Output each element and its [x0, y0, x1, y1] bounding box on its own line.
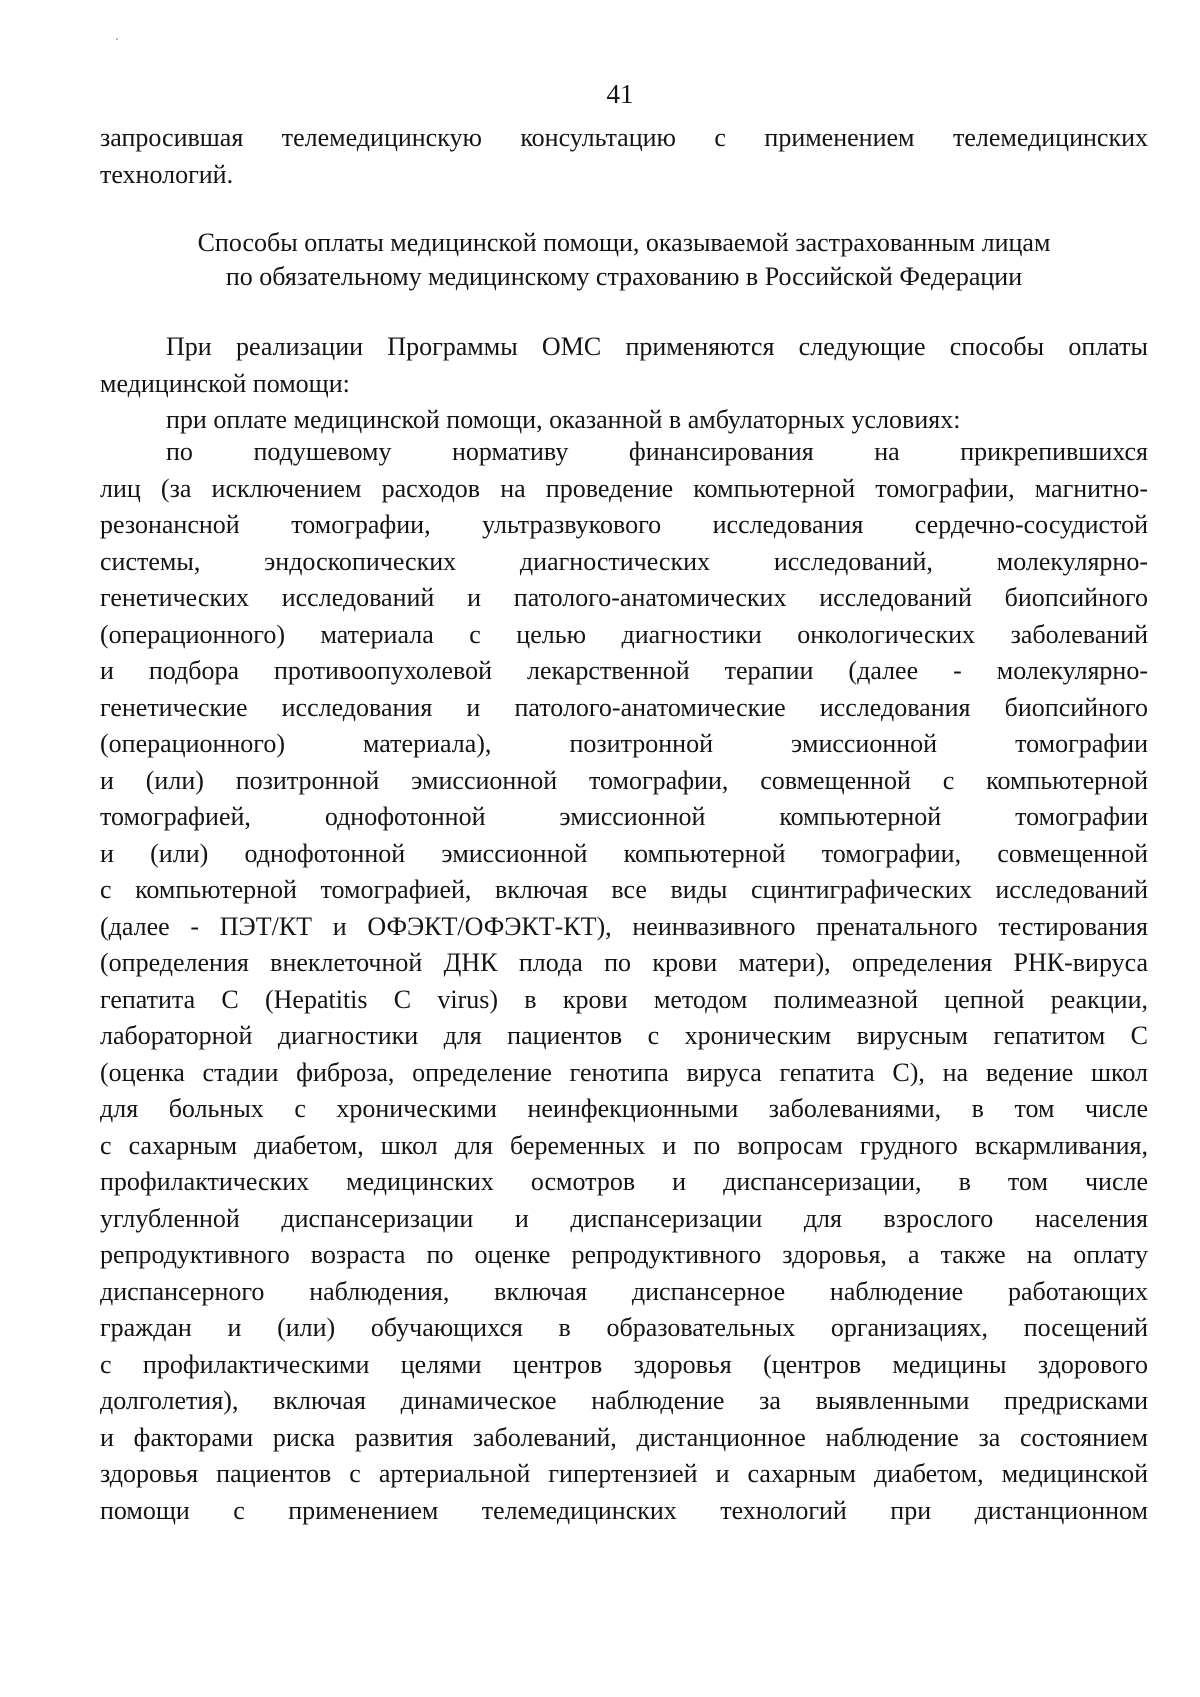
- page-number: 41: [606, 79, 634, 109]
- text-line: резонансной томографии, ультразвукового исследования сердечно-сосудистой: [100, 510, 1148, 539]
- continuation-paragraph: [100, 120, 1148, 193]
- text-line: (операционного) материала с целью диагностики онкологических заболеваний: [100, 619, 1148, 649]
- text-line: углубленной диспансеризации и диспансеризации для взрослого населения: [100, 1203, 1148, 1233]
- text-line: и (или) позитронной эмиссионной томографии, совмещенной с компьютерной: [100, 765, 1148, 795]
- text-line: генетических исследований и патолого-анатомических исследований биопсийного: [100, 583, 1148, 612]
- text-line: с компьютерной томографией, включая все виды сцинтиграфических исследований: [100, 875, 1148, 904]
- section-heading: [100, 226, 1148, 294]
- body-paragraph: [100, 434, 1148, 1529]
- text-line: (оценка стадии фиброза, определение генотипа вируса гепатита С), на ведение школ: [100, 1057, 1148, 1087]
- scan-speck: [116, 38, 118, 40]
- text-line: запросившая телемедицинскую консультацию с применением телемедицинских: [100, 123, 1148, 152]
- text-line: с сахарным диабетом, школ для беременных и по вопросам грудного вскармливания,: [100, 1130, 1148, 1160]
- text-line: При реализации Программы ОМС применяются следующие способы оплаты: [166, 332, 1148, 361]
- text-line: и (или) однофотонной эмиссионной компьютерной томографии, совмещенной: [100, 838, 1148, 868]
- intro-paragraph: [100, 329, 1148, 439]
- text-line: лиц (за исключением расходов на проведение компьютерной томографии, магнитно-: [100, 473, 1148, 503]
- text-line: диспансерного наблюдения, включая диспансерное наблюдение работающих: [100, 1276, 1148, 1306]
- text-line: системы, эндоскопических диагностических исследований, молекулярно-: [100, 546, 1148, 576]
- text-line: граждан и (или) обучающихся в образовательных организациях, посещений: [100, 1313, 1148, 1342]
- text-line: технологий.: [100, 159, 234, 189]
- subheading-line: при оплате медицинской помощи, оказанной в амбулаторных условиях:: [166, 405, 961, 434]
- text-line: гепатита С (Hepatitis C virus) в крови методом полимеазной цепной реакции,: [100, 984, 1148, 1014]
- text-line: для больных с хроническими неинфекционными заболеваниями, в том числе: [100, 1094, 1148, 1123]
- text-line: (операционного) материала), позитронной эмиссионной томографии: [100, 729, 1148, 758]
- text-line: репродуктивного возраста по оценке репродуктивного здоровья, а также на оплату: [100, 1240, 1148, 1269]
- text-line: помощи с применением телемедицинских технологий при дистанционном: [100, 1495, 1148, 1525]
- text-line: (определения внеклеточной ДНК плода по крови матери), определения РНК-вируса: [100, 948, 1148, 977]
- text-line: по подушевому нормативу финансирования на прикрепившихся: [166, 437, 1148, 466]
- text-line: долголетия), включая динамическое наблюдение за выявленными предрисками: [100, 1386, 1148, 1415]
- text-line: здоровья пациентов с артериальной гипертензией и сахарным диабетом, медицинской: [100, 1459, 1148, 1488]
- text-line: с профилактическими целями центров здоровья (центров медицины здорового: [100, 1349, 1148, 1379]
- text-line: и подбора противоопухолевой лекарственной терапии (далее - молекулярно-: [100, 656, 1148, 685]
- text-line: медицинской помощи:: [100, 368, 350, 398]
- heading-line: Способы оплаты медицинской помощи, оказываемой застрахованным лицам: [197, 228, 1051, 257]
- heading-line: по обязательному медицинскому страхованию в Российской Федерации: [225, 262, 1023, 291]
- text-line: профилактических медицинских осмотров и диспансеризации, в том числе: [100, 1167, 1148, 1196]
- text-line: (далее - ПЭТ/КТ и ОФЭКТ/ОФЭКТ-КТ), неинвазивного пренатального тестирования: [100, 911, 1148, 941]
- text-line: томографией, однофотонной эмиссионной компьютерной томографии: [100, 802, 1148, 831]
- text-line: генетические исследования и патолого-анатомические исследования биопсийного: [100, 692, 1148, 722]
- text-line: лабораторной диагностики для пациентов с хроническим вирусным гепатитом С: [100, 1021, 1148, 1050]
- text-line: и факторами риска развития заболеваний, дистанционное наблюдение за состоянием: [100, 1422, 1148, 1452]
